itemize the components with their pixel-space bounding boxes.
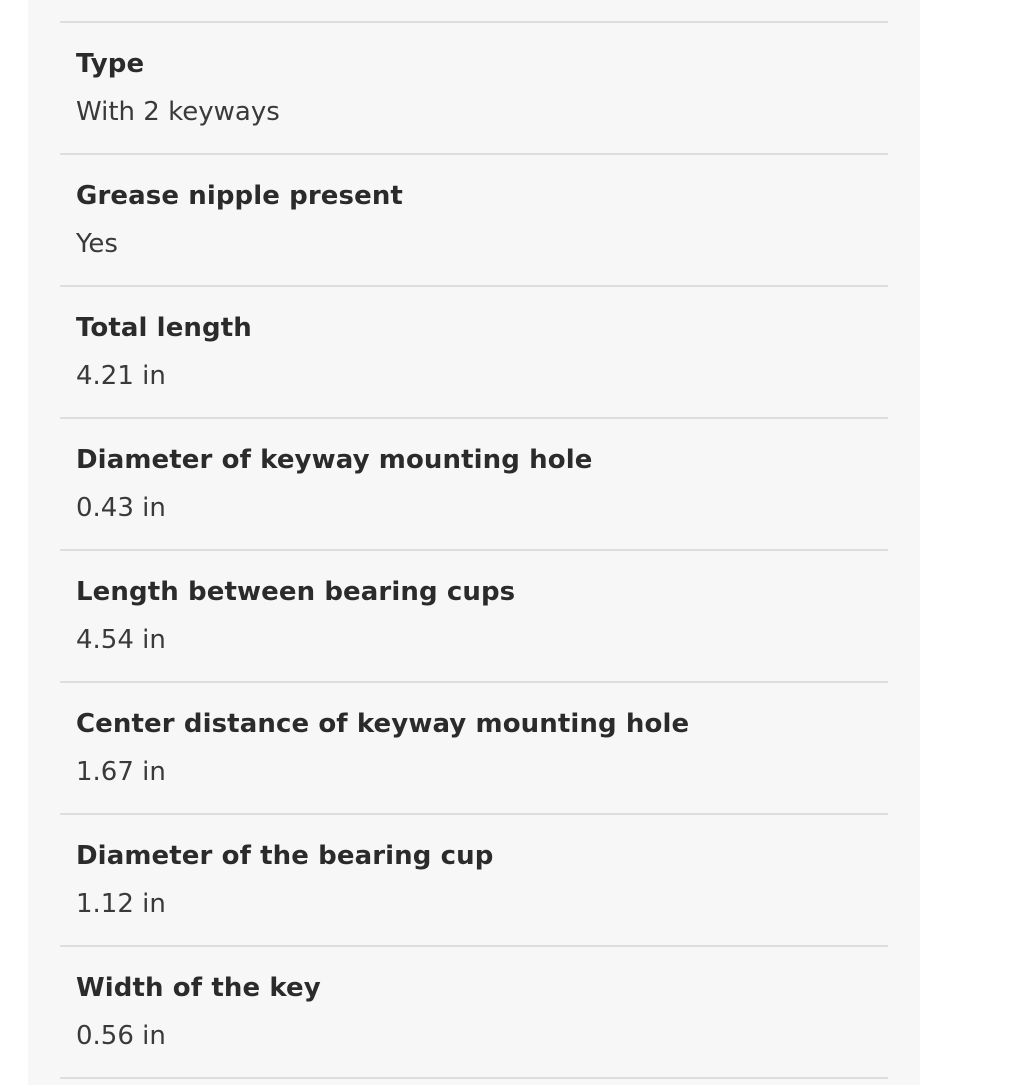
spec-value: 0.43 in	[76, 493, 166, 523]
spec-label: Total length	[76, 313, 252, 343]
spec-label: Grease nipple present	[76, 181, 403, 211]
specifications-list	[60, 21, 888, 1079]
spec-value: 4.21 in	[76, 361, 166, 391]
spec-row-keyway-hole-diameter	[60, 419, 888, 551]
spec-value: 4.54 in	[76, 625, 166, 655]
spec-label: Width of the key	[76, 973, 321, 1003]
spec-value: 0.56 in	[76, 1021, 166, 1051]
spec-row-length-between-cups	[60, 551, 888, 683]
spec-value: 1.67 in	[76, 757, 166, 787]
spec-row-keyway-hole-center-distance	[60, 683, 888, 815]
spec-label: Length between bearing cups	[76, 577, 516, 607]
spec-row-type	[60, 23, 888, 155]
spec-label: Type	[76, 49, 145, 79]
spec-value: Yes	[76, 229, 118, 259]
spec-row-total-length	[60, 287, 888, 419]
spec-value: With 2 keyways	[76, 97, 280, 127]
spec-label: Diameter of keyway mounting hole	[76, 445, 593, 475]
spec-value: 1.12 in	[76, 889, 166, 919]
specifications-panel	[28, 0, 920, 1085]
spec-row-grease-nipple	[60, 155, 888, 287]
spec-label: Diameter of the bearing cup	[76, 841, 494, 871]
spec-label: Center distance of keyway mounting hole	[76, 709, 690, 739]
spec-row-key-width	[60, 947, 888, 1079]
spec-row-bearing-cup-diameter	[60, 815, 888, 947]
